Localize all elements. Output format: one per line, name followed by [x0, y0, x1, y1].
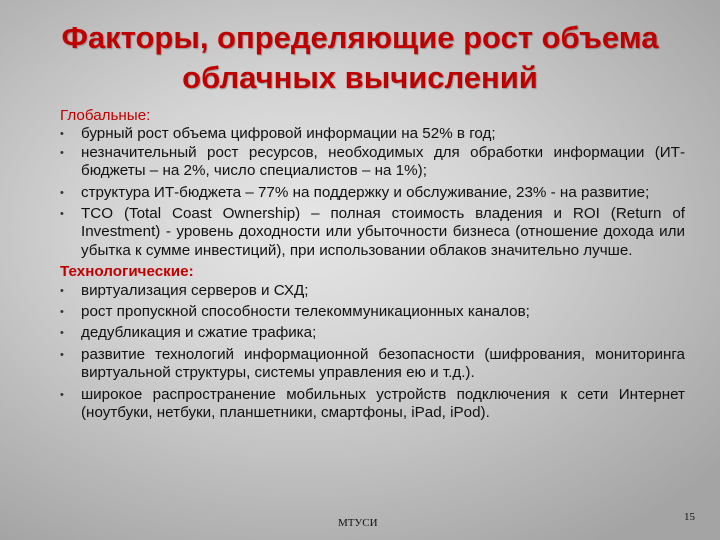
list-item	[60, 303, 685, 321]
list-item-text: развитие технологий информационной безопасности (шифрования, мониторинга виртуальной структуры, системы управления ею и т.д.).	[81, 345, 685, 382]
bullet-icon: •	[60, 306, 64, 319]
list-item-text: виртуализация серверов и СХД;	[81, 281, 309, 299]
bullet-icon: •	[60, 388, 64, 401]
list-item-text: бурный рост объема цифровой информации на 52% в год;	[81, 125, 496, 143]
global-factors-list	[60, 125, 685, 260]
list-item	[60, 144, 685, 181]
list-item-text: TCO (Total Coast Ownership) – полная стоимость владения и ROI (Return of Investment) - уровень доходности или убыточности бизнеса (отношение дохода или убытка к сумме инвестиций), при использовании облаков значительно лучше.	[81, 205, 685, 259]
list-item-text: рост пропускной способности телекоммуникационных каналов;	[81, 303, 530, 321]
list-item	[60, 282, 685, 300]
page-number: 15	[684, 511, 695, 523]
slide-title	[0, 18, 720, 98]
list-item	[60, 125, 685, 143]
list-item-text: дедубликация и сжатие трафика;	[81, 324, 317, 342]
slide-title-line-1: Факторы, определяющие рост объема	[61, 20, 659, 55]
bullet-icon: •	[60, 348, 64, 361]
list-item-text: широкое распространение мобильных устройств подключения к сети Интернет (ноутбуки, нетбуки, планшетники, смартфоны, iPad, iPod).	[81, 385, 685, 422]
slide-content	[60, 107, 685, 423]
bullet-icon: •	[60, 208, 64, 221]
bullet-icon: •	[60, 284, 64, 297]
list-item-text: структура ИТ-бюджета – 77% на поддержку и обслуживание, 23% - на развитие;	[81, 183, 650, 201]
list-item	[60, 205, 685, 260]
footer-text: МТУСИ	[338, 517, 378, 529]
list-item-text: незначительный рост ресурсов, необходимых для обработки информации (ИТ-бюджеты – на 2%, число специалистов – на 1%);	[81, 143, 685, 180]
global-factors-heading: Глобальные:	[60, 107, 151, 124]
list-item	[60, 346, 685, 383]
bullet-icon: •	[60, 128, 64, 141]
list-item	[60, 184, 685, 202]
list-item	[60, 324, 685, 342]
slide-title-line-2: облачных вычислений	[182, 60, 538, 95]
bullet-icon: •	[60, 327, 64, 340]
bullet-icon: •	[60, 146, 64, 159]
bullet-icon: •	[60, 186, 64, 199]
tech-factors-heading: Технологические:	[60, 263, 194, 281]
tech-factors-list	[60, 282, 685, 423]
list-item	[60, 386, 685, 423]
